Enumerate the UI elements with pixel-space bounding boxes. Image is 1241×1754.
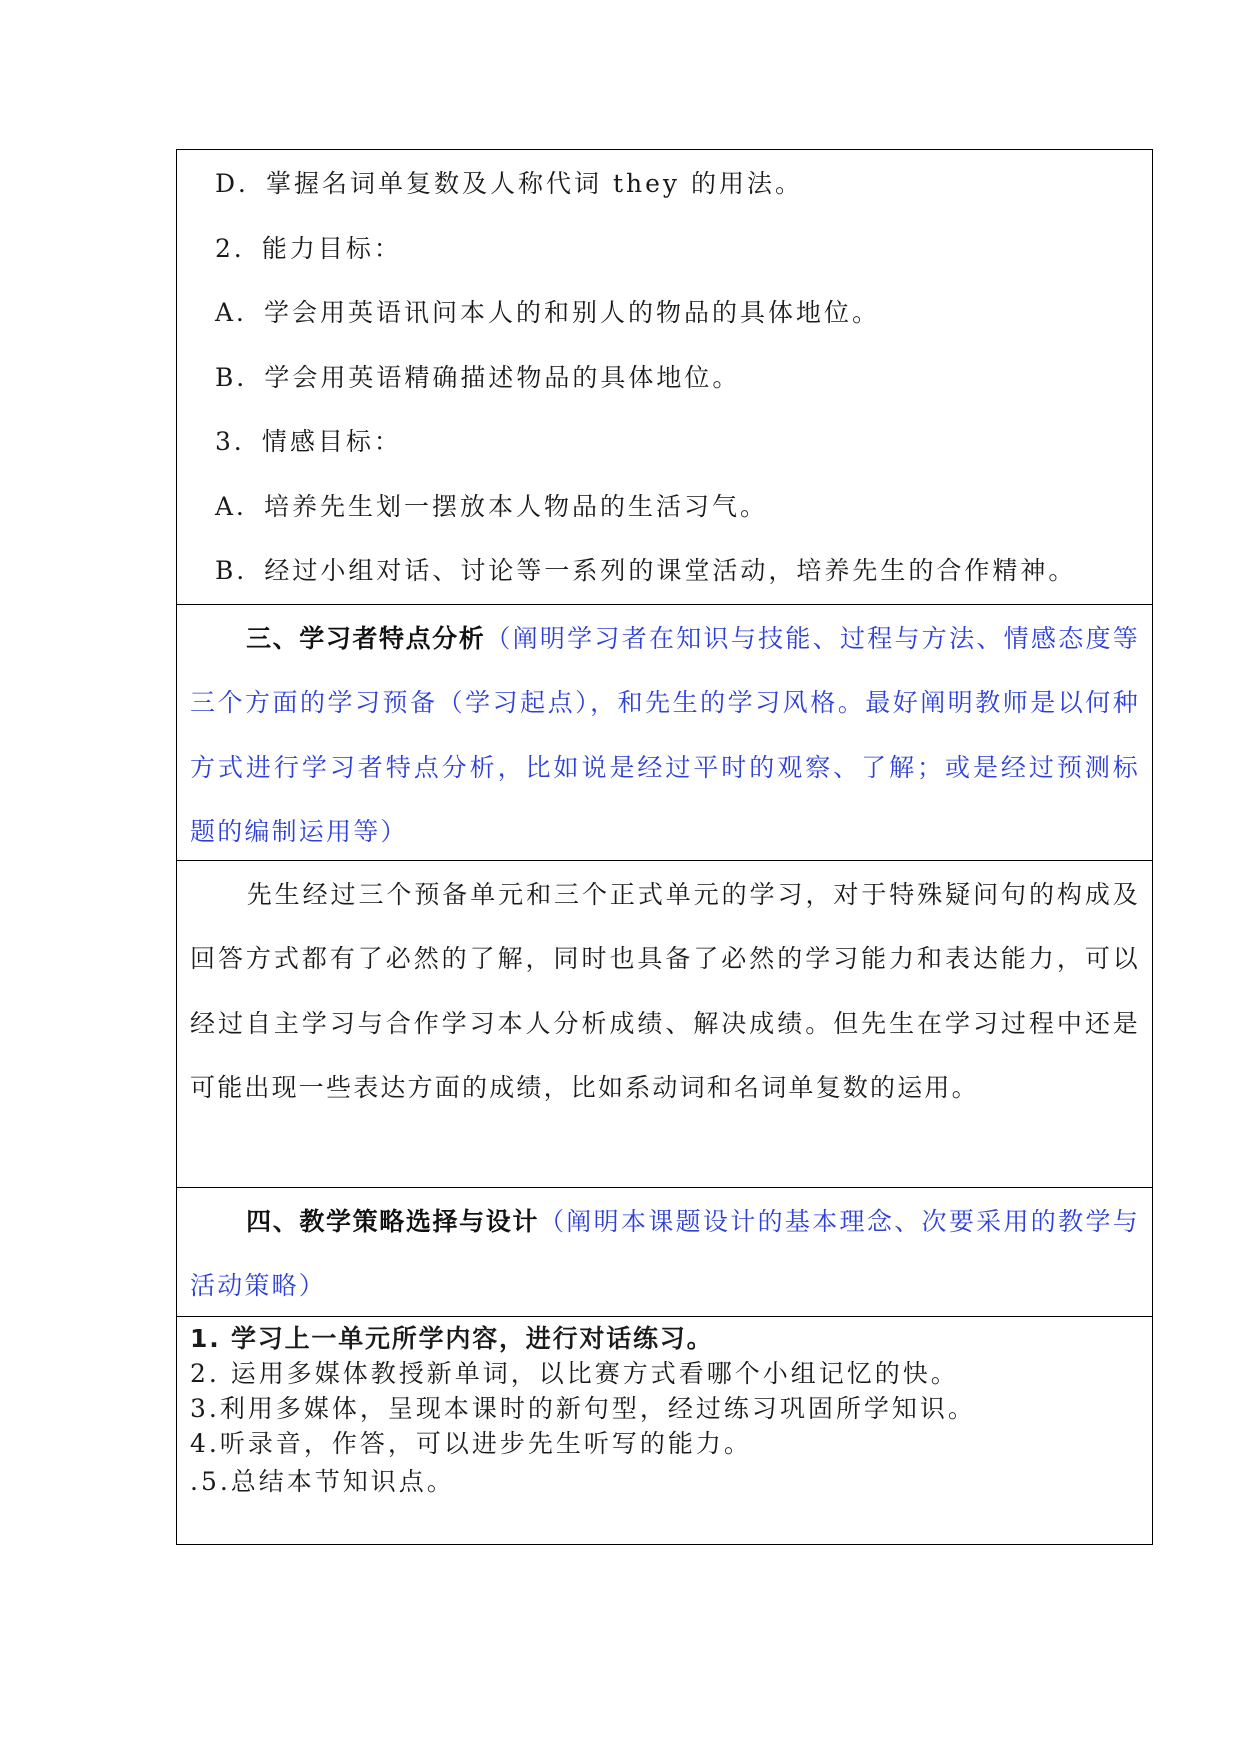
section-3-note: （阐明学习者在知识与技能、过程与方法、情感态度等三个方面的学习预备（学习起点），和先生的学习风格。最好阐明教师是以何种方式进行学习者特点分析，比如说是经过平时的观察、了解；或是经过预测标题的编制运用等） xyxy=(190,623,1140,846)
section-4-note: （阐明本课题设计的基本理念、次要采用的教学与活动策略） xyxy=(190,1206,1140,1300)
objective-line: A．学会用英语讯问本人的和别人的物品的具体地位。 xyxy=(215,298,881,327)
objective-line: B．经过小组对话、讨论等一系列的课堂活动，培养先生的合作精神。 xyxy=(215,556,1077,585)
learner-analysis-body-cell xyxy=(177,861,1152,1188)
emotion-goal-heading: 3．情感目标： xyxy=(215,427,402,456)
objective-line: A．培养先生划一摆放本人物品的生活习气。 xyxy=(215,491,769,521)
strategy-item: 4.听录音，作答，可以进步先生听写的能力。 xyxy=(190,1428,752,1458)
strategy-item: 2. 运用多媒体教授新单词，以比赛方式看哪个小组记忆的快。 xyxy=(190,1358,959,1388)
section-3-heading: 三、学习者特点分析 xyxy=(246,623,486,653)
lesson-plan-table xyxy=(176,149,1153,1545)
ability-goal-heading: 2．能力目标： xyxy=(215,233,402,263)
objective-line: B．学会用英语精确描述物品的具体地位。 xyxy=(215,362,741,392)
strategy-heading-cell xyxy=(177,1188,1152,1317)
strategy-item: .5.总结本节知识点。 xyxy=(190,1466,455,1496)
strategy-list-cell xyxy=(177,1317,1152,1545)
learner-analysis-heading-cell xyxy=(177,605,1152,861)
strategy-item: 1. 学习上一单元所学内容，进行对话练习。 xyxy=(190,1323,714,1353)
section-3-body: 先生经过三个预备单元和三个正式单元的学习，对于特殊疑问句的构成及回答方式都有了必然的了解，同时也具备了必然的学习能力和表达能力，可以经过自主学习与合作学习本人分析成绩、解决成绩。但先生在学习过程中还是可能出现一些表达方面的成绩，比如系动词和名词单复数的运用。 xyxy=(190,879,1140,1102)
objective-line: D．掌握名词单复数及人称代词 they 的用法。 xyxy=(215,169,804,198)
strategy-item: 3.利用多媒体，呈现本课时的新句型，经过练习巩固所学知识。 xyxy=(190,1393,976,1423)
objectives-cell xyxy=(177,150,1152,605)
section-4-heading: 四、教学策略选择与设计 xyxy=(246,1206,539,1236)
